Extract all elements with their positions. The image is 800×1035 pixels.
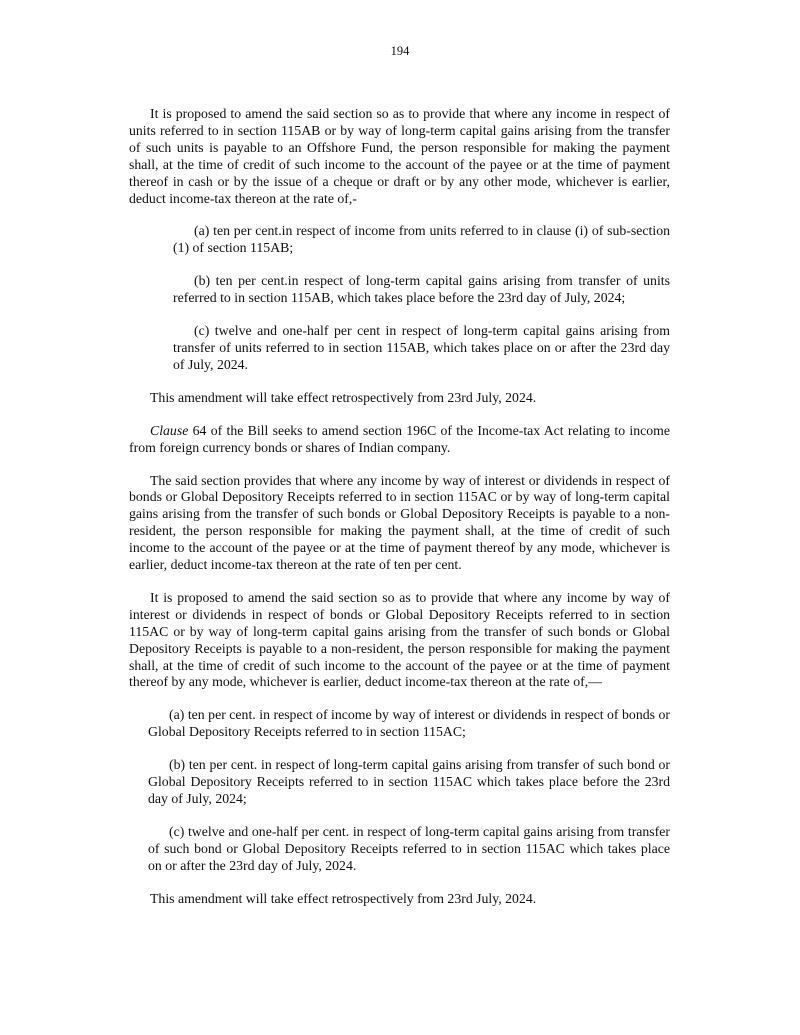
clause-label: Clause xyxy=(150,422,189,438)
list-item-b-115ab: (b) ten per cent.in respect of long-term capital gains arising from transfer of units referred to in section 115AB, which takes place before the 23rd day of July, 2024; xyxy=(173,273,670,306)
paragraph-clause-64 xyxy=(129,423,670,457)
document-body xyxy=(129,106,670,908)
list-item-a-115ab: (a) ten per cent.in respect of income from units referred to in clause (i) of sub-section (1) of section 115AB; xyxy=(173,223,670,256)
paragraph-proposal-115ab: It is proposed to amend the said section so as to provide that where any income in respect of units referred to in section 115AB or by way of long-term capital gains arising from the transfer of such units is payable to an Offshore Fund, the person responsible for making the payment shall, at the time of credit of such income to the account of the payee or at the time of payment thereof in cash or by the issue of a cheque or draft or by any other mode, whichever is earlier, deduct income-tax thereon at the rate of,- xyxy=(129,106,670,206)
effect-statement-1: This amendment will take effect retrospectively from 23rd July, 2024. xyxy=(150,389,537,405)
effect-statement-2: This amendment will take effect retrospectively from 23rd July, 2024. xyxy=(150,890,537,906)
list-item-a-115ac: (a) ten per cent. in respect of income by way of interest or dividends in respect of bonds or Global Depository Receipts referred to in section 115AC; xyxy=(148,707,670,740)
list-item-b-115ac: (b) ten per cent. in respect of long-term capital gains arising from transfer of such bond or Global Depository Receipts referred to in section 115AC which takes place before the 23rd day of July, 2024; xyxy=(148,757,670,806)
paragraph-proposal-115ac: It is proposed to amend the said section so as to provide that where any income by way of interest or dividends in respect of bonds or Global Depository Receipts referred to in section 115AC or by way of long-term capital gains arising from the transfer of such bonds or Global Depository Receipts is payable to a non-resident, the person responsible for making the payment shall, at the time of credit of such income to the account of the payee or at the time of payment thereof by any mode, whichever is earlier, deduct income-tax thereon at the rate of,— xyxy=(129,589,670,690)
page-number: 194 xyxy=(390,44,410,58)
paragraph-existing-196c: The said section provides that where any income by way of interest or dividends in respect of bonds or Global Depository Receipts referred to in section 115AC or by way of long-term capital gains arising from the transfer of such bonds or Global Depository Receipts is payable to a non-resident, the person responsible for making the payment shall, at the time of credit of such income to the account of the payee or at the time of payment thereof by any mode, whichever is earlier, deduct income-tax thereon at the rate of ten per cent. xyxy=(129,472,670,573)
clause-text: 64 of the Bill seeks to amend section 196C of the Income-tax Act relating to income from foreign currency bonds or shares of Indian company. xyxy=(129,422,670,455)
list-item-c-115ab: (c) twelve and one-half per cent in respect of long-term capital gains arising from transfer of units referred to in section 115AB, which takes place on or after the 23rd day of July, 2024. xyxy=(173,323,670,372)
list-item-c-115ac: (c) twelve and one-half per cent. in respect of long-term capital gains arising from transfer of such bond or Global Depository Receipts referred to in section 115AC which takes place on or after the 23rd day of July, 2024. xyxy=(148,823,670,873)
